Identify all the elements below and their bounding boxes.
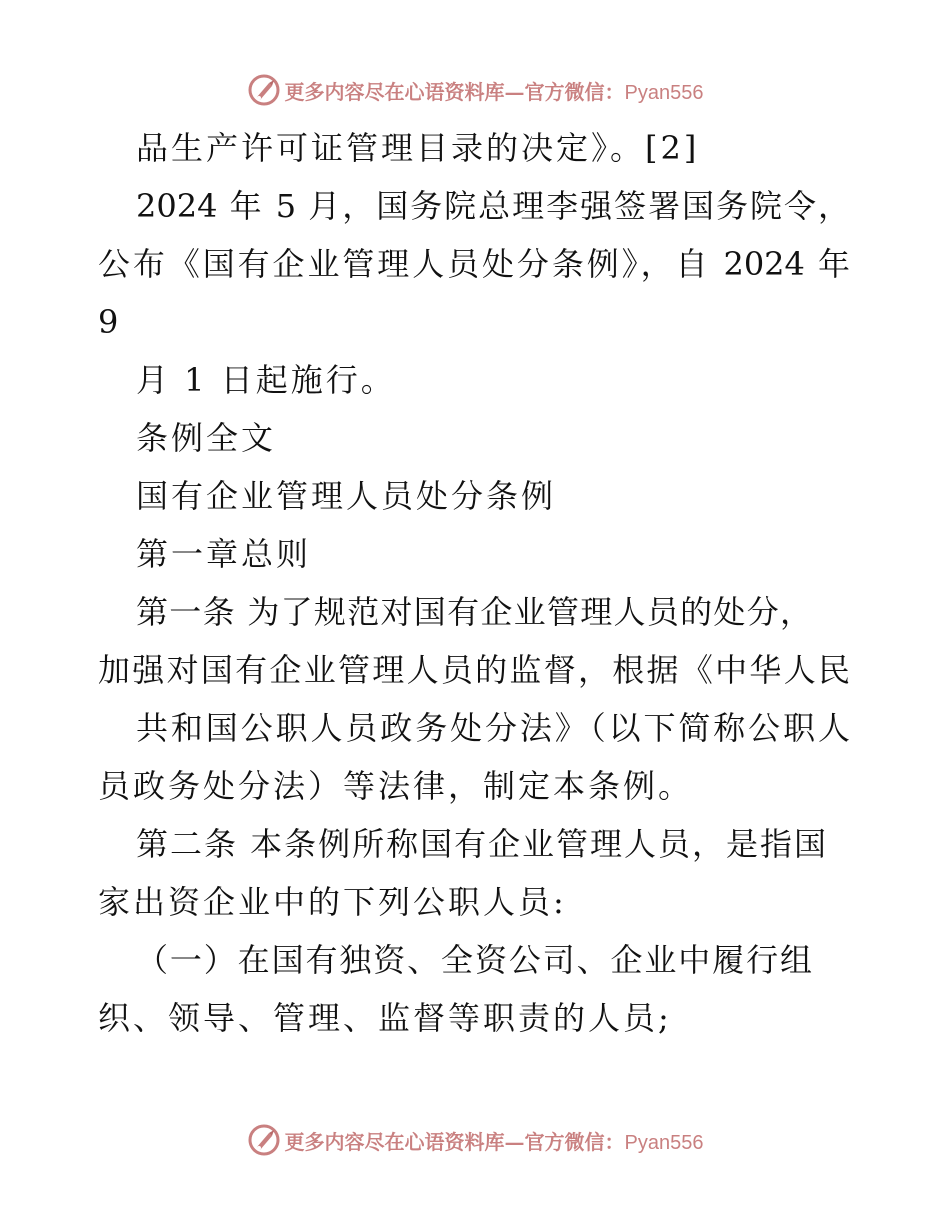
pen-nib-seal-icon	[247, 1123, 281, 1157]
watermark-text: 更多内容尽在心语资料库—官方微信：Pyan556	[284, 79, 704, 104]
header-watermark	[0, 70, 950, 110]
text-line: 家出资企业中的下列公职人员:	[98, 883, 567, 921]
text-line: 加强对国有企业管理人员的监督，根据《中华人民	[98, 651, 850, 689]
text-line: 2024 年 5 月，国务院总理李强签署国务院令，	[136, 187, 850, 225]
watermark-wechat-id: Pyan556	[624, 1131, 704, 1154]
text-line: 条例全文	[136, 419, 277, 457]
text-line: 第二条 本条例所称国有企业管理人员，是指国	[136, 825, 826, 863]
watermark-text: 更多内容尽在心语资料库—官方微信：Pyan556	[284, 1129, 704, 1154]
text-line: 品生产许可证管理目录的决定》。[2]	[136, 129, 700, 167]
pen-nib-seal-icon	[247, 73, 281, 107]
text-line: 月 1 日起施行。	[136, 361, 396, 399]
text-line: 第一条 为了规范对国有企业管理人员的处分，	[136, 593, 812, 631]
text-line: 员政务处分法）等法律，制定本条例。	[98, 767, 694, 805]
text-line: 国有企业管理人员处分条例	[136, 477, 557, 515]
section-heading: 第一章总则	[136, 535, 312, 573]
text-line: 公布《国有企业管理人员处分条例》，自 2024 年	[98, 245, 850, 283]
text-line: 9	[98, 303, 122, 341]
footer-watermark	[0, 1120, 950, 1160]
watermark-wechat-id: Pyan556	[624, 81, 704, 104]
text-line: （一）在国有独资、全资公司、企业中履行组	[136, 941, 812, 979]
text-line: 共和国公职人员政务处分法》（以下简称公职人	[136, 709, 850, 747]
text-line: 织、领导、管理、监督等职责的人员;	[98, 999, 672, 1037]
